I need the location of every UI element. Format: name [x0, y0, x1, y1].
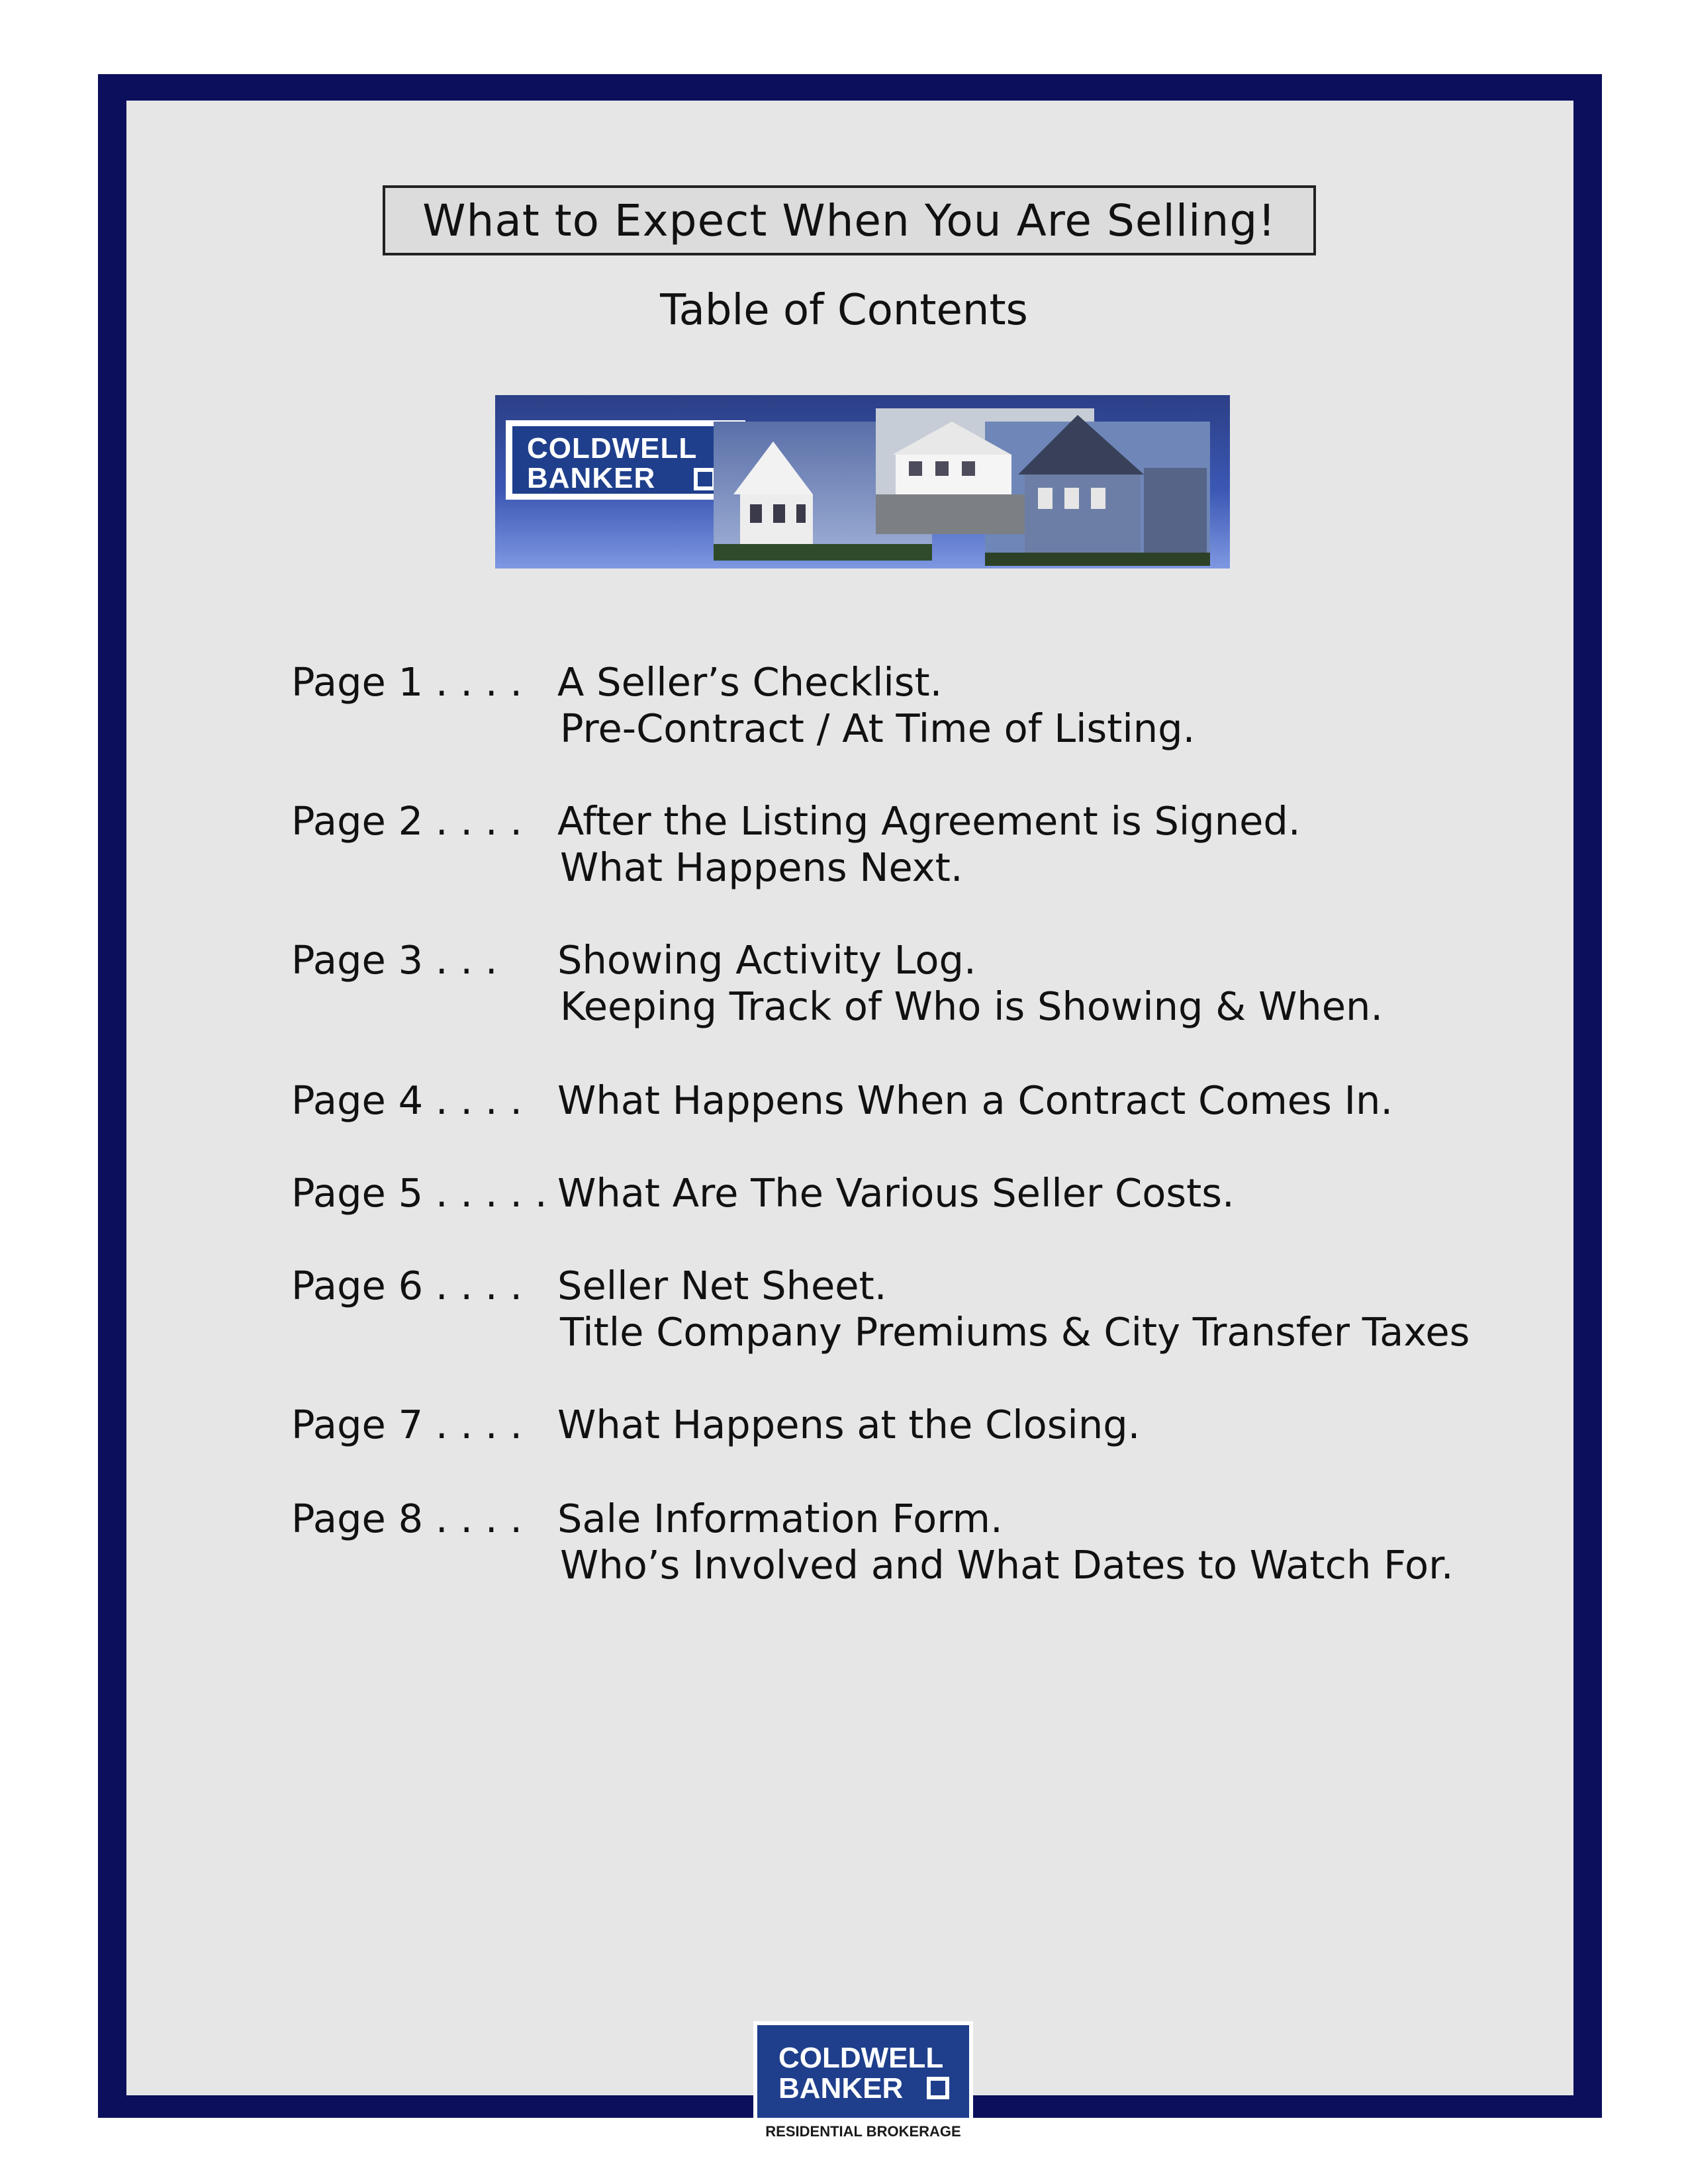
footer-logo-line1: COLDWELL: [778, 2042, 944, 2074]
toc-entry-subtitle: What Happens Next.: [560, 844, 963, 890]
toc-entry-title: What Happens When a Contract Comes In.: [557, 1077, 1393, 1123]
toc-entry-title: After the Listing Agreement is Signed.: [557, 798, 1301, 844]
toc-page-label: Page 5 . . . . .: [291, 1170, 547, 1216]
toc-entry-title: What Happens at the Closing.: [557, 1402, 1141, 1447]
document-title-box: [383, 185, 1316, 255]
toc-page-label: Page 3 . . .: [291, 937, 498, 983]
coldwell-banker-footer-logo: [753, 2021, 973, 2144]
toc-entry-subtitle: Who’s Involved and What Dates to Watch For.: [560, 1542, 1454, 1588]
toc-entry-title: What Are The Various Seller Costs.: [557, 1170, 1235, 1216]
toc-heading: Table of Contents: [660, 286, 1028, 335]
toc-entry-subtitle: Pre-Contract / At Time of Listing.: [560, 705, 1196, 751]
footer-logo-line2: BANKER: [778, 2072, 904, 2105]
toc-entry-title: Showing Activity Log.: [557, 937, 976, 983]
banner-brand-line2: BANKER: [527, 462, 656, 494]
banner-brand-line1: COLDWELL: [527, 432, 698, 465]
toc-entry-title: Sale Information Form.: [557, 1496, 1003, 1541]
coldwell-banker-house-banner: [495, 395, 1230, 569]
toc-page-label: Page 1 . . . .: [291, 659, 523, 705]
toc-page-label: Page 2 . . . .: [291, 798, 523, 844]
toc-page-label: Page 7 . . . .: [291, 1402, 523, 1447]
toc-entry-title: Seller Net Sheet.: [557, 1263, 887, 1308]
document-title: What to Expect When You Are Selling!: [422, 195, 1276, 246]
footer-logo-caption: RESIDENTIAL BROKERAGE: [765, 2123, 961, 2140]
toc-entry-title: A Seller’s Checklist.: [557, 659, 943, 705]
toc-entry-subtitle: Keeping Track of Who is Showing & When.: [560, 983, 1383, 1029]
toc-entry-subtitle: Title Company Premiums & City Transfer Taxes: [560, 1309, 1470, 1355]
toc-page-label: Page 8 . . . .: [291, 1496, 523, 1541]
toc-page-label: Page 6 . . . .: [291, 1263, 523, 1308]
toc-page-label: Page 4 . . . .: [291, 1077, 523, 1123]
